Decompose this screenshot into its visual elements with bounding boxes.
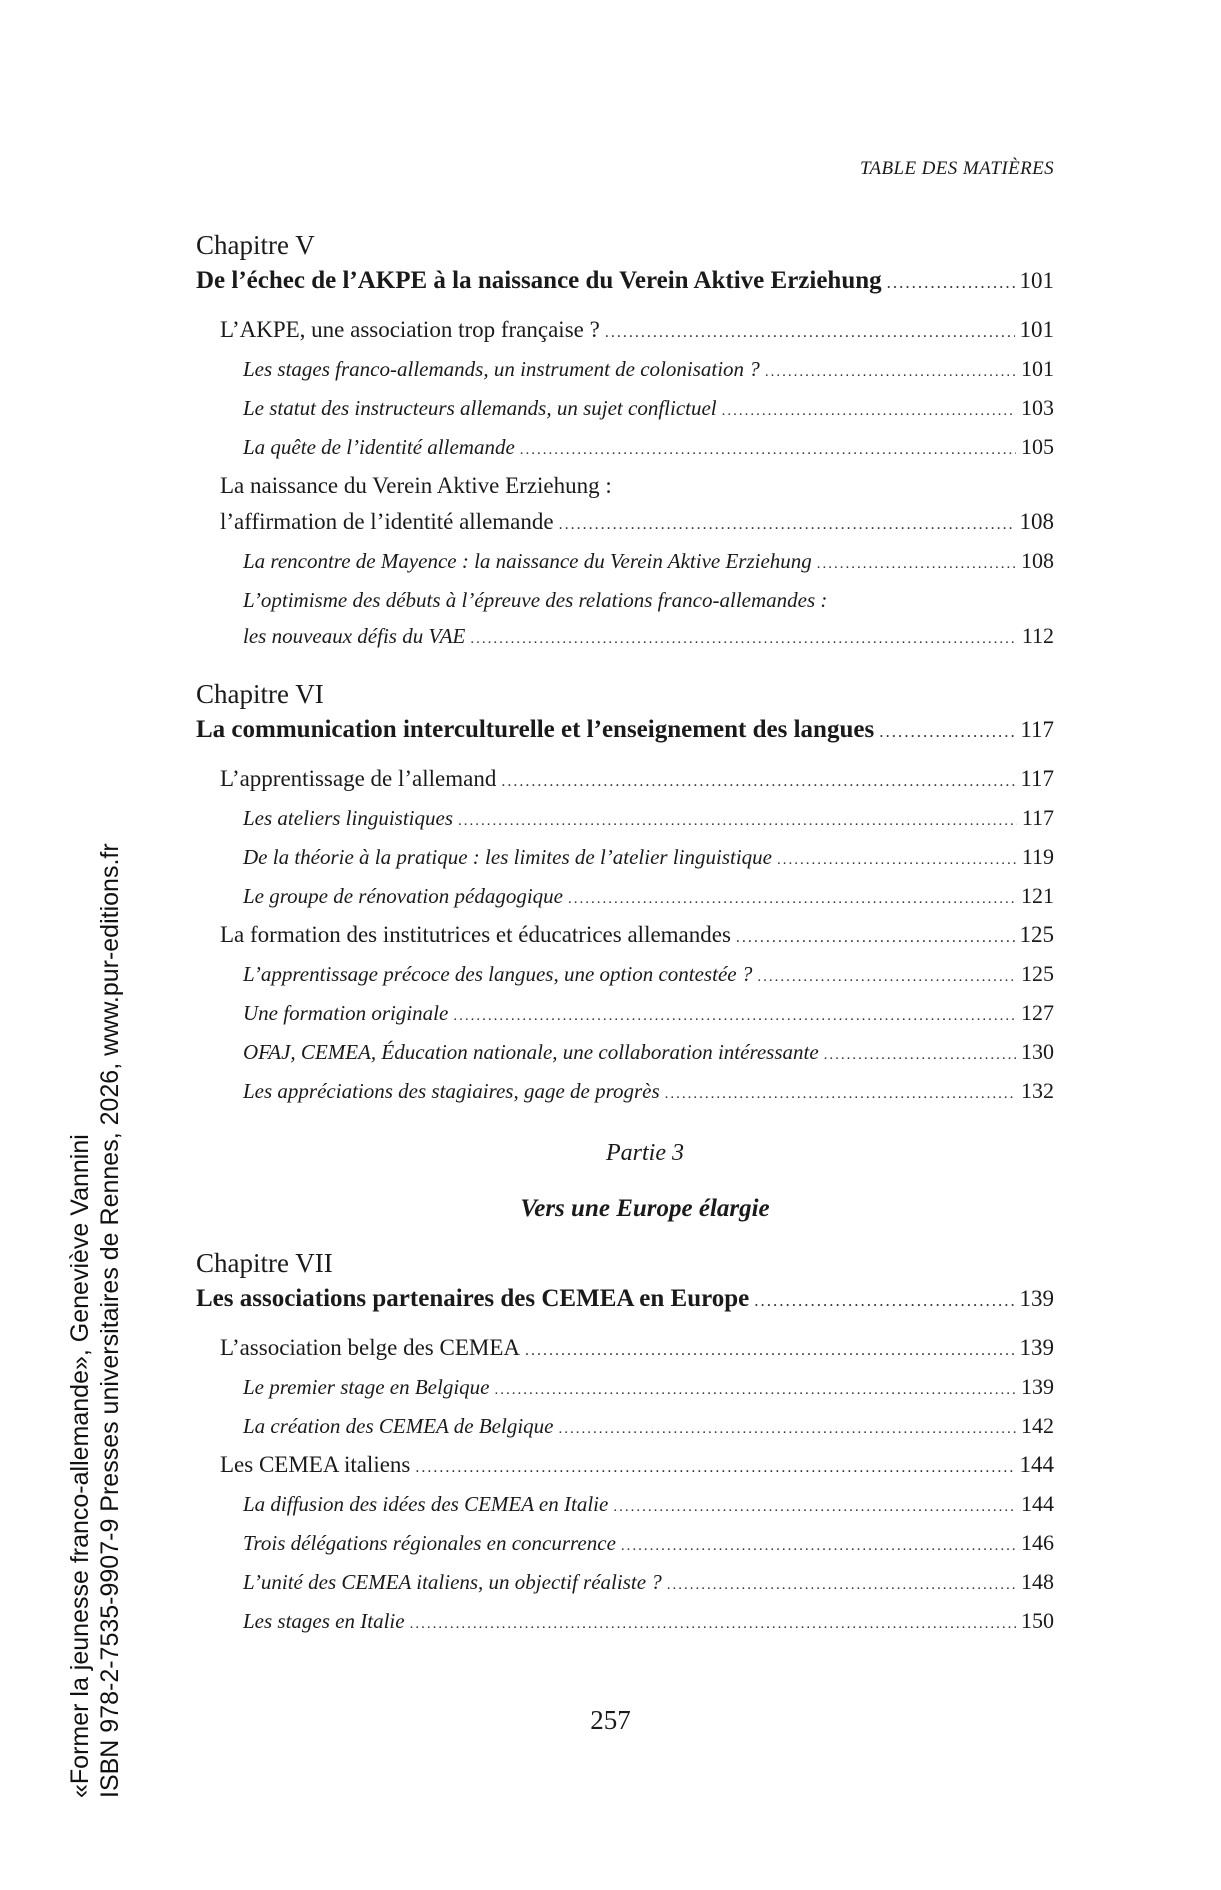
entry-title: les nouveaux défis du VAE — [243, 624, 466, 648]
entry-title: Les appréciations des stagiaires, gage de progrès — [243, 1079, 660, 1103]
subsection-entry — [196, 995, 1054, 1034]
leader-dots — [621, 1528, 1016, 1564]
part-title: Vers une Europe élargie — [520, 1195, 770, 1222]
part-heading — [196, 1136, 1054, 1226]
leader-dots — [558, 1411, 1016, 1447]
section-entry — [196, 312, 1054, 351]
subsection-title-line: L’optimisme des débuts à l’épreuve des relations franco-allemandes : — [243, 588, 828, 612]
leader-dots — [765, 354, 1016, 390]
running-head: TABLE DES MATIÈRES — [859, 158, 1054, 179]
subsection-entry — [196, 1034, 1054, 1073]
entry-title: Les associations partenaires des CEMEA en Europe — [196, 1285, 750, 1312]
chapter-block — [196, 228, 1054, 657]
leader-dots — [520, 432, 1016, 468]
subsection-entry — [196, 1603, 1054, 1642]
entry-title: Les CEMEA italiens — [220, 1452, 411, 1477]
entry-page: 125 — [1021, 961, 1054, 986]
section-entry — [196, 504, 1054, 543]
entry-title: OFAJ, CEMEA, Éducation nationale, une collaboration intéressante — [243, 1040, 819, 1064]
table-of-contents — [196, 228, 1054, 1662]
entry-title: L’association belge des CEMEA — [220, 1335, 521, 1360]
leader-dots — [665, 1076, 1016, 1112]
leader-dots — [667, 1567, 1016, 1603]
entry-page: 117 — [1020, 717, 1054, 742]
leader-dots — [757, 959, 1016, 995]
entry-page: 112 — [1021, 623, 1054, 648]
leader-dots — [525, 1333, 1014, 1369]
entry-title: De l’échec de l’AKPE à la naissance du Verein Aktive Erziehung — [196, 267, 882, 294]
page-number: 257 — [590, 1705, 631, 1735]
section-entry — [196, 1330, 1054, 1369]
entry-title: La création des CEMEA de Belgique — [243, 1414, 554, 1438]
subsection-entry — [196, 618, 1054, 657]
entry-page: 130 — [1021, 1039, 1054, 1064]
subsection-entry — [196, 839, 1054, 878]
chapters-before-part — [196, 228, 1054, 1112]
entry-page: 127 — [1021, 1000, 1054, 1025]
entry-page: 108 — [1019, 509, 1054, 534]
section-entry — [196, 1447, 1054, 1486]
side-credit — [65, 843, 125, 1798]
leader-dots — [817, 546, 1016, 582]
entry-page: 108 — [1021, 548, 1054, 573]
entry-title: L’AKPE, une association trop française ? — [220, 317, 600, 342]
entry-title: Le statut des instructeurs allemands, un sujet conflictuel — [243, 396, 717, 420]
chapters-after-part — [196, 1246, 1054, 1642]
entry-page: 148 — [1021, 1569, 1054, 1594]
entry-page: 139 — [1021, 1374, 1054, 1399]
leader-dots — [824, 1037, 1016, 1073]
entry-page: 119 — [1021, 844, 1054, 869]
leader-dots — [736, 920, 1015, 956]
leader-dots — [777, 842, 1017, 878]
chapter-label: Chapitre VI — [196, 679, 324, 709]
leader-dots — [415, 1450, 1014, 1486]
part-label: Partie 3 — [606, 1140, 684, 1166]
entry-title: Le groupe de rénovation pédagogique — [243, 884, 563, 908]
subsection-entry — [196, 878, 1054, 917]
entry-title: La communication interculturelle et l’enseignement des langues — [196, 716, 875, 743]
chapter-block — [196, 1246, 1054, 1642]
entry-page: 139 — [1019, 1286, 1054, 1311]
entry-page: 121 — [1021, 883, 1054, 908]
entry-title: Les stages franco-allemands, un instrument de colonisation ? — [243, 357, 760, 381]
entry-page: 103 — [1021, 395, 1054, 420]
entry-page: 101 — [1019, 268, 1054, 293]
entry-title: La diffusion des idées des CEMEA en Italie — [243, 1492, 609, 1516]
subsection-entry — [196, 1564, 1054, 1603]
entry-title: L’apprentissage précoce des langues, une option contestée ? — [243, 962, 753, 986]
section-title-line: La naissance du Verein Aktive Erziehung : — [220, 473, 612, 498]
subsection-entry — [196, 1525, 1054, 1564]
leader-dots — [605, 315, 1015, 351]
leader-dots — [501, 764, 1015, 800]
entry-page: 142 — [1021, 1413, 1054, 1438]
subsection-entry — [196, 1369, 1054, 1408]
entry-page: 144 — [1021, 1491, 1054, 1516]
leader-dots — [879, 713, 1015, 751]
entry-page: 101 — [1019, 317, 1054, 342]
entry-page: 144 — [1019, 1452, 1054, 1477]
entry-title: Les ateliers linguistiques — [243, 806, 453, 830]
chapter-title — [196, 711, 1054, 751]
side-credit-line-2: ISBN 978-2-7535-9907-9 Presses universitaires de Rennes, 2026, www.pur-editions.fr — [96, 843, 124, 1798]
subsection-entry — [196, 390, 1054, 429]
chapter-label: Chapitre VII — [196, 1248, 333, 1278]
leader-dots — [568, 881, 1016, 917]
chapter-title — [196, 262, 1054, 302]
leader-dots — [559, 507, 1015, 543]
subsection-entry — [196, 1486, 1054, 1525]
leader-dots — [887, 264, 1015, 302]
entry-page: 132 — [1021, 1078, 1054, 1103]
leader-dots — [754, 1282, 1014, 1320]
subsection-entry — [196, 1408, 1054, 1447]
subsection-entry — [196, 543, 1054, 582]
section-entry — [196, 761, 1054, 800]
leader-dots — [613, 1489, 1016, 1525]
subsection-entry — [196, 1073, 1054, 1112]
chapter-label: Chapitre V — [196, 230, 315, 260]
entry-page: 117 — [1020, 766, 1054, 791]
entry-title: L’unité des CEMEA italiens, un objectif réaliste ? — [243, 1570, 662, 1594]
side-credit-line-1: «Former la jeunesse franco-allemande», Geneviève Vannini — [66, 1134, 94, 1798]
chapter-block — [196, 677, 1054, 1112]
entry-title: Les stages en Italie — [243, 1609, 405, 1633]
chapter-title — [196, 1280, 1054, 1320]
entry-page: 150 — [1021, 1608, 1054, 1633]
leader-dots — [458, 803, 1017, 839]
leader-dots — [495, 1372, 1017, 1408]
entry-page: 105 — [1021, 434, 1054, 459]
entry-page: 139 — [1019, 1335, 1054, 1360]
entry-page: 117 — [1021, 805, 1054, 830]
entry-title: L’apprentissage de l’allemand — [220, 766, 497, 791]
entry-title: l’affirmation de l’identité allemande — [220, 509, 554, 534]
entry-page: 146 — [1021, 1530, 1054, 1555]
leader-dots — [722, 393, 1016, 429]
subsection-entry — [196, 800, 1054, 839]
entry-page: 125 — [1019, 922, 1054, 947]
entry-title: La formation des institutrices et éducatrices allemandes — [220, 922, 731, 947]
leader-dots — [470, 621, 1016, 657]
leader-dots — [453, 998, 1016, 1034]
entry-title: La rencontre de Mayence : la naissance du Verein Aktive Erziehung — [243, 549, 812, 573]
subsection-entry — [196, 429, 1054, 468]
section-entry — [196, 917, 1054, 956]
subsection-entry — [196, 351, 1054, 390]
subsection-entry — [196, 956, 1054, 995]
entry-title: Trois délégations régionales en concurrence — [243, 1531, 616, 1555]
entry-title: De la théorie à la pratique : les limites de l’atelier linguistique — [243, 845, 772, 869]
entry-title: Le premier stage en Belgique — [243, 1375, 490, 1399]
entry-title: Une formation originale — [243, 1001, 449, 1025]
leader-dots — [410, 1606, 1016, 1642]
entry-title: La quête de l’identité allemande — [243, 435, 515, 459]
entry-page: 101 — [1021, 356, 1054, 381]
